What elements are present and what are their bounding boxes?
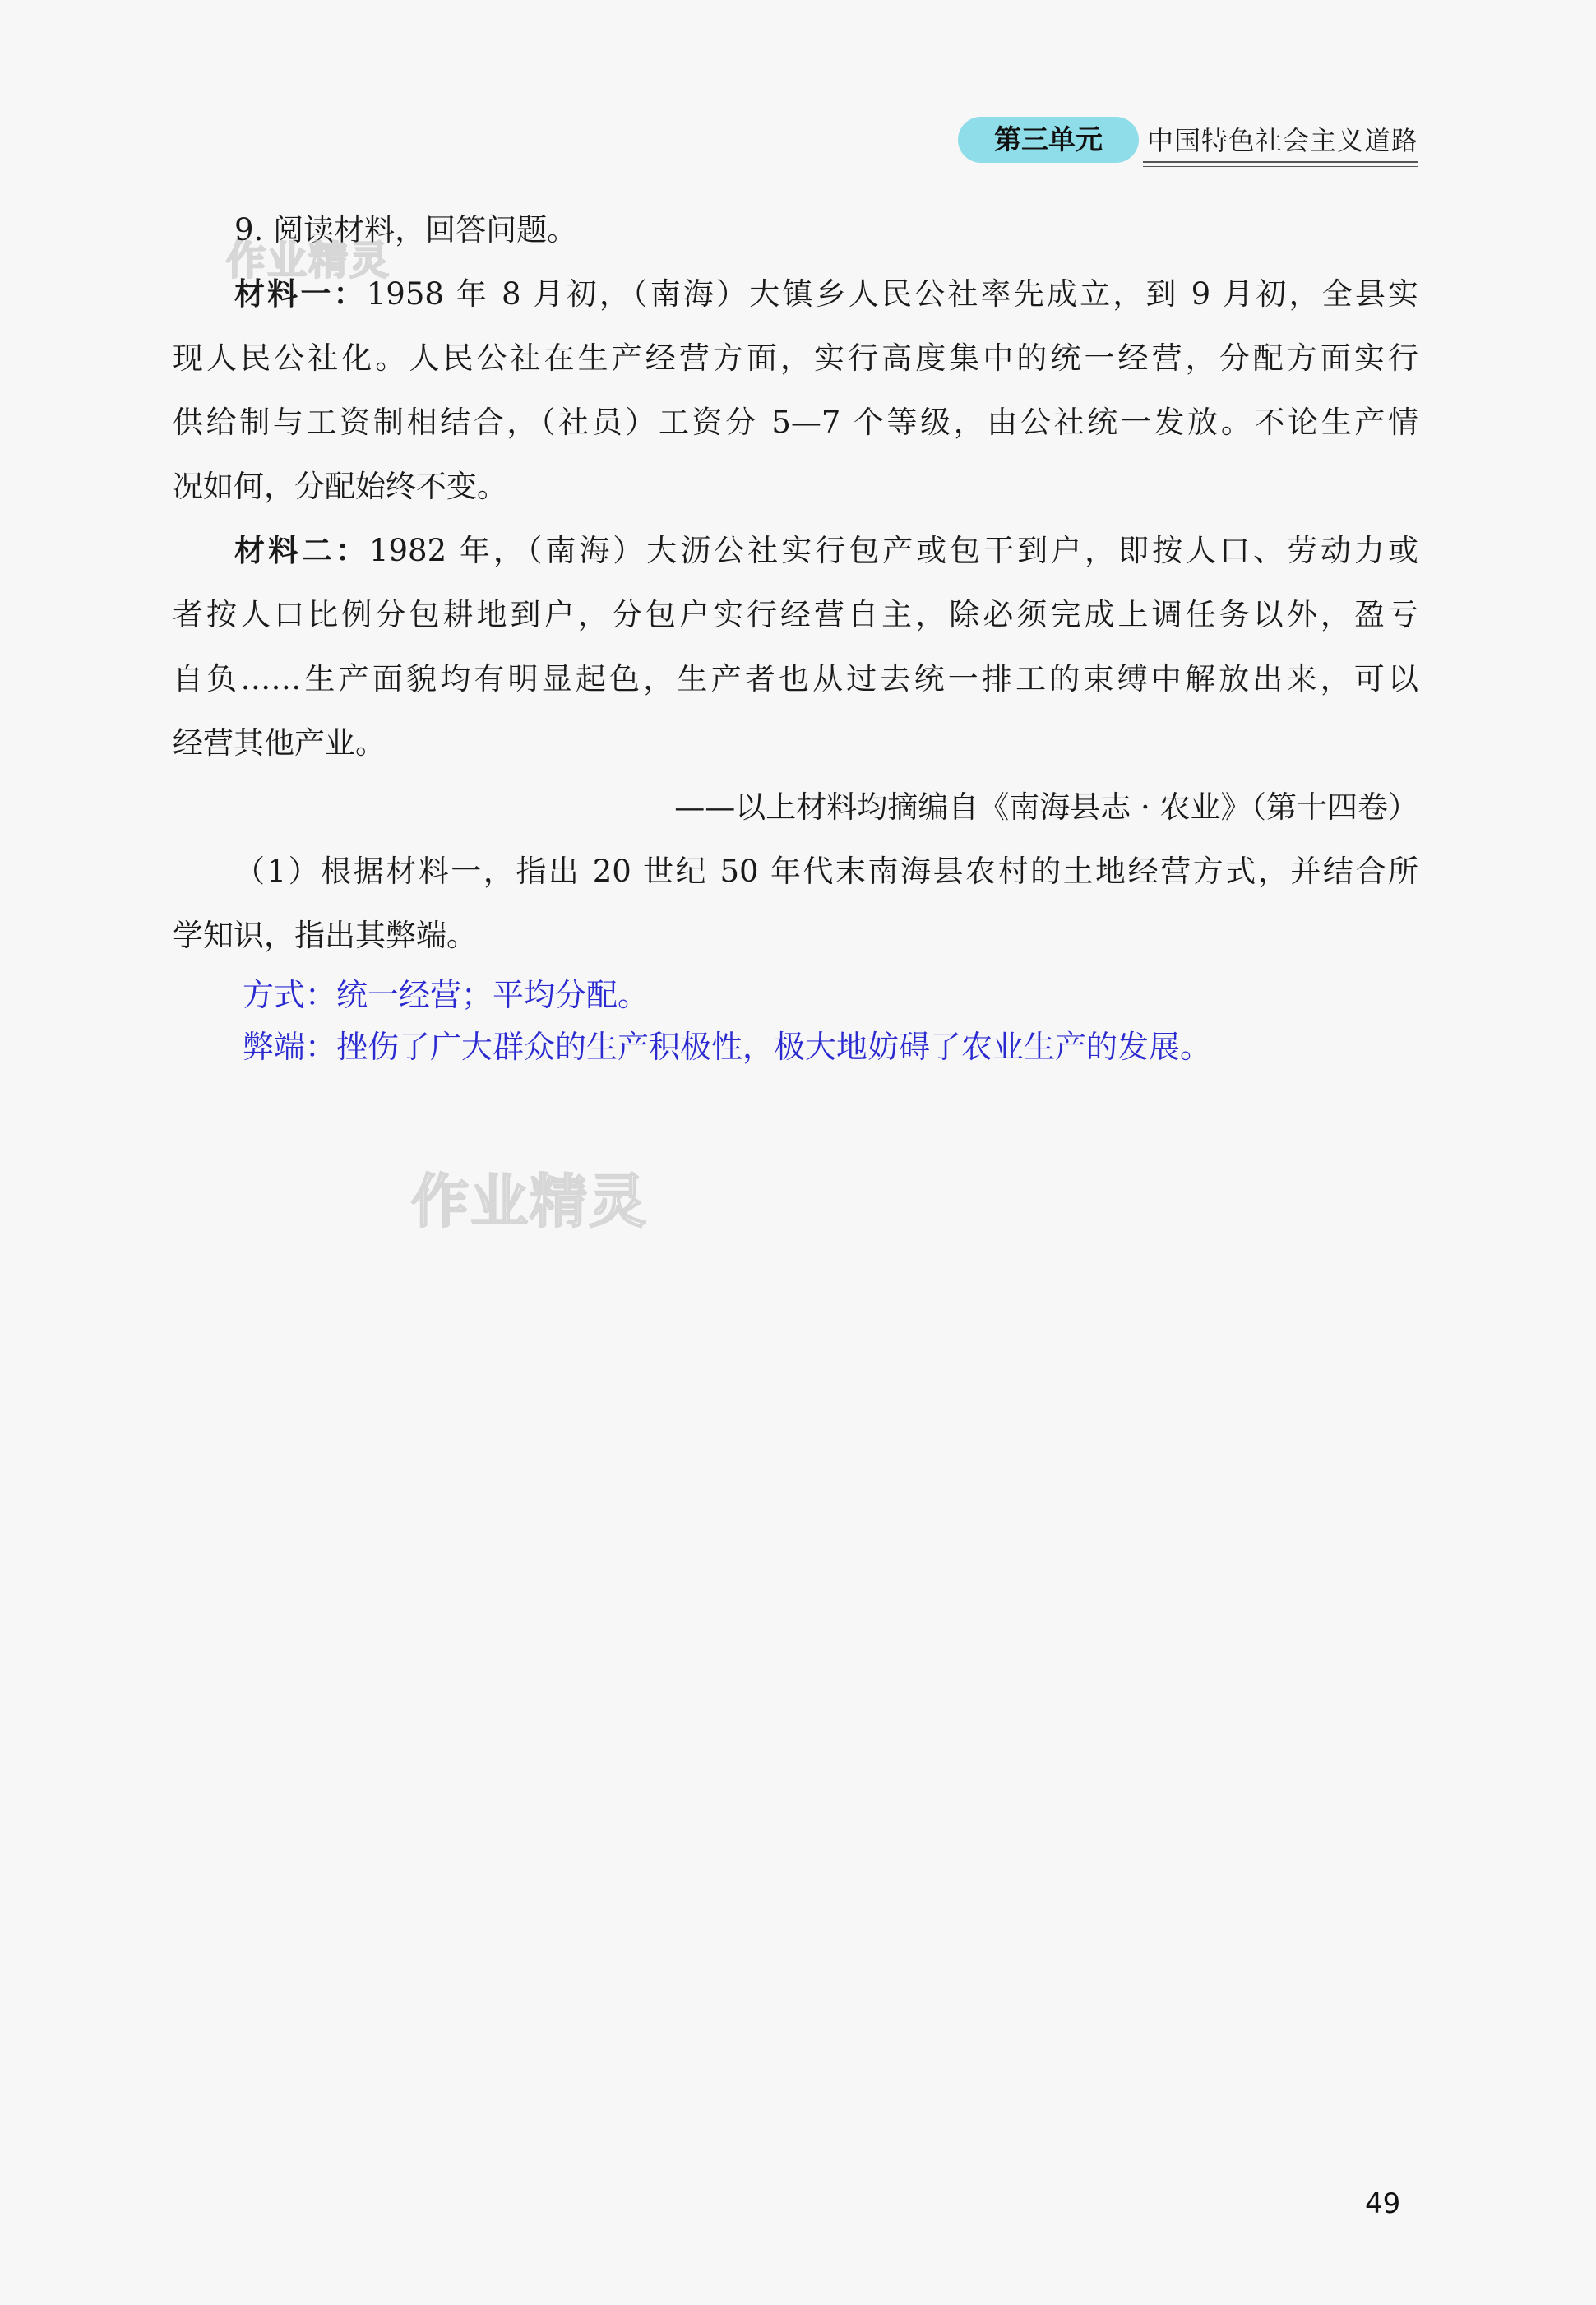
watermark-large: 作业精灵 <box>411 1168 648 1235</box>
material2-line-2: 者按人口比例分包耕地到户，分包户实行经营自主，除必须完成上调任务以外，盈亏 <box>173 597 1418 632</box>
question-intro: 9. 阅读材料，回答问题。 <box>234 212 578 248</box>
header-rule-thin <box>1143 166 1418 167</box>
material2-line-3: 自负……生产面貌均有明显起色，生产者也从过去统一排工的束缚中解放出来，可以 <box>173 661 1418 697</box>
material1-label: 材料一： <box>234 276 367 312</box>
header-rule <box>1143 161 1418 163</box>
subquestion1-line-1: （1）根据材料一，指出 20 世纪 50 年代末南海县农村的土地经营方式，并结合所 <box>234 854 1418 889</box>
page-number: 49 <box>1365 2187 1401 2220</box>
material1-line-2: 现人民公社化。人民公社在生产经营方面，实行高度集中的统一经营，分配方面实行 <box>173 340 1418 376</box>
material1-line-3: 供给制与工资制相结合，（社员）工资分 5—7 个等级，由公社统一发放。不论生产情 <box>173 405 1418 440</box>
material1-line-1 <box>234 274 1418 315</box>
material2-label: 材料二： <box>234 533 369 568</box>
subquestion1-line-2: 学知识，指出其弊端。 <box>173 918 477 953</box>
material1-line-4: 况如何，分配始终不变。 <box>173 469 507 504</box>
unit-badge: 第三单元 <box>958 117 1139 163</box>
material-source: ——以上材料均摘编自《南海县志 · 农业》（第十四卷） <box>674 789 1418 825</box>
material1-text-1: 1958 年 8 月初，（南海）大镇乡人民公社率先成立，到 9 月初，全县实 <box>366 276 1418 312</box>
material2-line-1 <box>234 530 1418 572</box>
answer-method: 方式：统一经营；平均分配。 <box>243 977 650 1013</box>
answer-drawback: 弊端：挫伤了广大群众的生产积极性，极大地妨碍了农业生产的发展。 <box>243 1029 1212 1065</box>
material2-text-1: 1982 年，（南海）大沥公社实行包产或包干到户，即按人口、劳动力或 <box>368 533 1419 568</box>
material2-line-4: 经营其他产业。 <box>173 725 386 761</box>
watermark-small: 作业精灵 <box>226 238 391 284</box>
unit-title: 中国特色社会主义道路 <box>1147 125 1419 156</box>
